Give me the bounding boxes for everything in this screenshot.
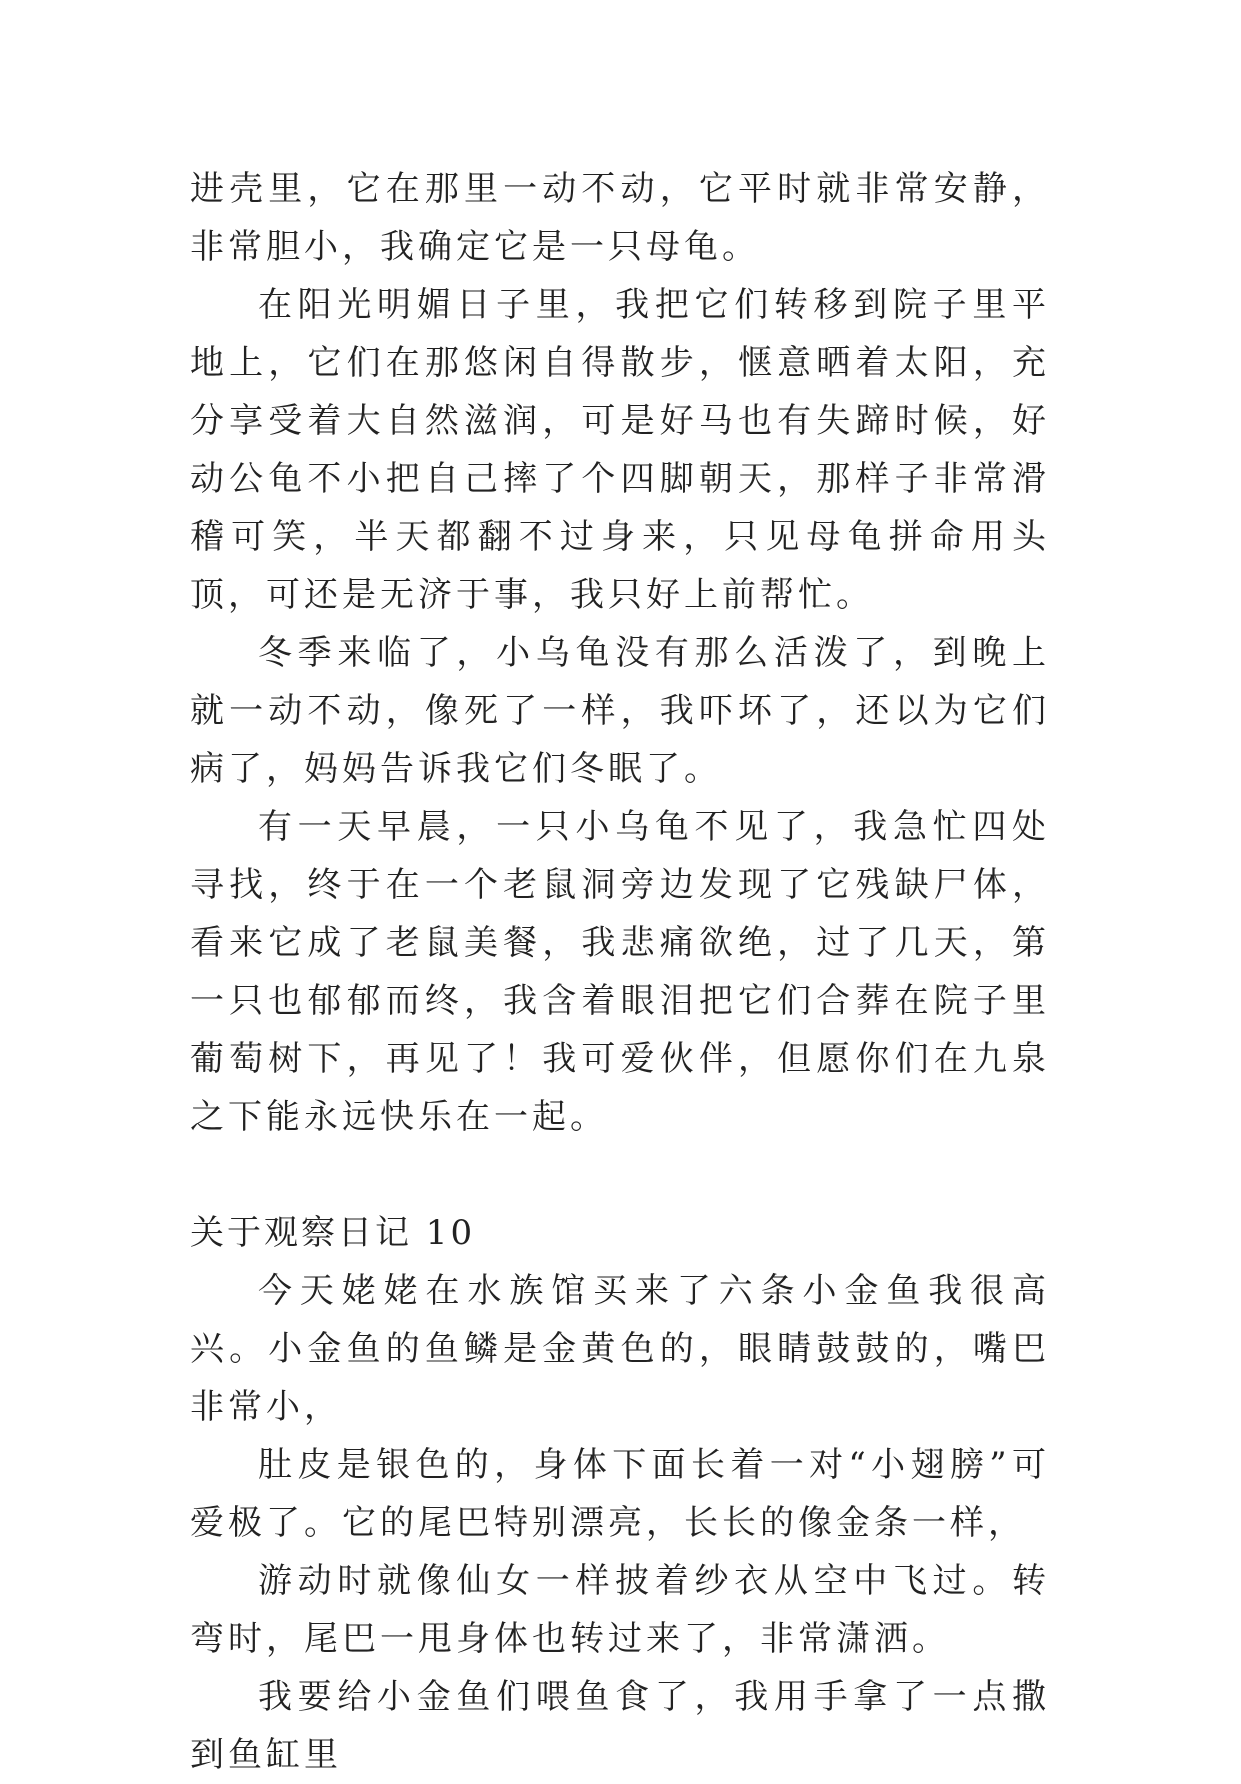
paragraph: 有一天早晨，一只小乌龟不见了，我急忙四处寻找，终于在一个老鼠洞旁边发现了它残缺尸体，看来它成了老鼠美餐，我悲痛欲绝，过了几天，第一只也郁郁而终，我含着眼泪把它们合葬在院子里葡萄树下，再见了！我可爱伙伴，但愿你们在九泉之下能永远快乐在一起。: [190, 807, 1050, 1137]
paragraph: 冬季来临了，小乌龟没有那么活泼了，到晚上就一动不动，像死了一样，我吓坏了，还以为它们病了，妈妈告诉我它们冬眠了。: [190, 633, 1050, 789]
paragraph: 游动时就像仙女一样披着纱衣从空中飞过。转弯时，尾巴一甩身体也转过来了，非常潇洒。: [190, 1561, 1050, 1659]
paragraph: 在阳光明媚日子里，我把它们转移到院子里平地上，它们在那悠闲自得散步，惬意晒着太阳，充分享受着大自然滋润，可是好马也有失蹄时候，好动公龟不小把自己摔了个四脚朝天，那样子非常滑稽可笑，半天都翻不过身来，只见母龟拼命用头顶，可还是无济于事，我只好上前帮忙。: [190, 285, 1050, 615]
paragraph: 肚皮是银色的，身体下面长着一对“小翅膀”可爱极了。它的尾巴特别漂亮，长长的像金条一样，: [190, 1445, 1050, 1543]
section-heading: 关于观察日记 10: [190, 1213, 476, 1253]
paragraph: 我要给小金鱼们喂鱼食了，我用手拿了一点撒到鱼缸里: [190, 1677, 1050, 1775]
paragraph: 进壳里，它在那里一动不动，它平时就非常安静，非常胆小，我确定它是一只母龟。: [190, 169, 1050, 267]
document-body: [190, 160, 1050, 1784]
paragraph: 今天姥姥在水族馆买来了六条小金鱼我很高兴。小金鱼的鱼鳞是金黄色的，眼睛鼓鼓的，嘴巴非常小，: [190, 1271, 1050, 1427]
